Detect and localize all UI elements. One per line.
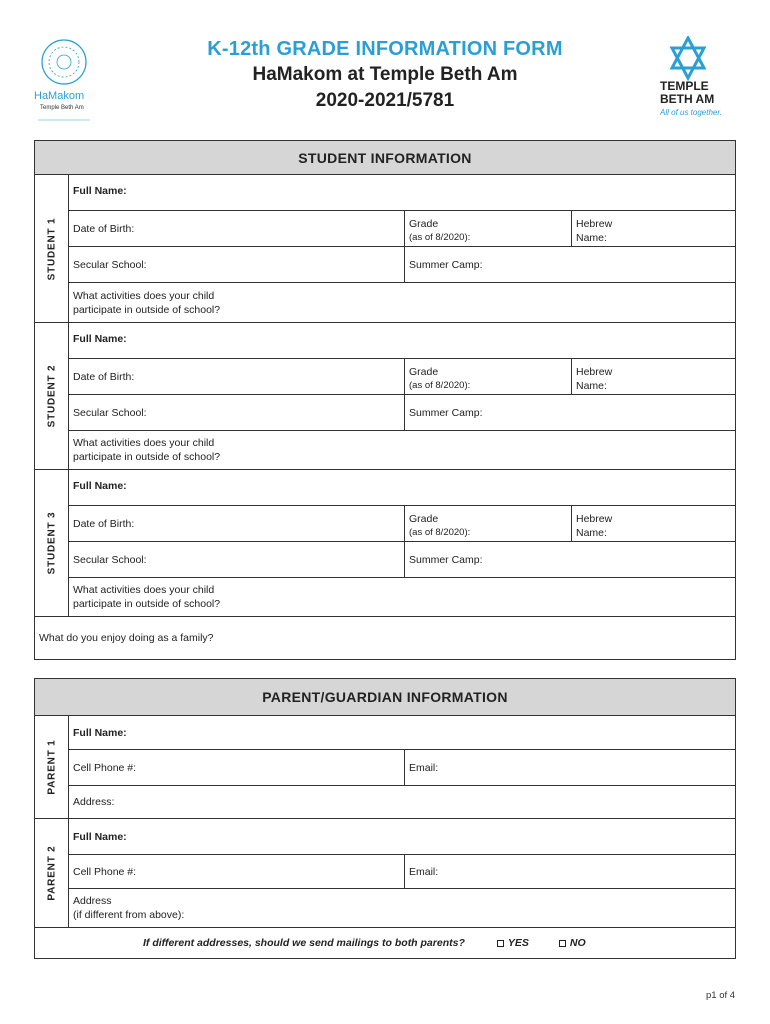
svg-text:Temple Beth Am: Temple Beth Am [40,105,84,111]
student-3-group [35,470,735,617]
form-title-block [150,36,620,114]
secular-school-field[interactable]: Secular School: [73,406,147,419]
parent-section-header: PARENT/GUARDIAN INFORMATION [35,679,735,716]
page-number: p1 of 4 [706,990,736,1001]
date-of-birth-field[interactable]: Date of Birth: [73,222,135,235]
cell-phone-field[interactable]: Cell Phone #: [73,865,137,878]
svg-text:BETH AM: BETH AM [660,92,715,106]
parent-1-side-label: PARENT 1 [35,716,69,818]
yes-checkbox[interactable] [497,940,504,947]
yes-option[interactable]: YES [497,937,529,949]
parent-full-name-field[interactable]: Full Name: [73,830,127,843]
student-3-side-label: STUDENT 3 [35,470,69,616]
grade-field[interactable]: Grade (as of 8/2020): [404,359,571,394]
parent-1-group [35,716,735,819]
hebrew-name-field[interactable]: Hebrew Name: [571,359,735,394]
parent-2-side-label: PARENT 2 [35,819,69,927]
grade-field[interactable]: Grade (as of 8/2020): [404,211,571,246]
summer-camp-field[interactable]: Summer Camp: [404,395,735,430]
date-of-birth-field[interactable]: Date of Birth: [73,370,135,383]
org-name: HaMakom at Temple Beth Am [252,64,518,85]
activities-field[interactable]: What activities does your child participate in outside of school? [73,289,221,316]
student-section-header: STUDENT INFORMATION [35,141,735,175]
full-name-field[interactable]: Full Name: [73,184,127,197]
activities-field[interactable]: What activities does your child participate in outside of school? [73,437,221,463]
parent-2-group [35,819,735,928]
summer-camp-field[interactable]: Summer Camp: [404,247,735,282]
secular-school-field[interactable]: Secular School: [73,553,147,566]
email-field[interactable]: Email: [404,855,735,888]
svg-text:All of us together.: All of us together. [660,108,722,117]
mailing-question: If different addresses, should we send mailings to both parents? [143,937,465,949]
svg-text:TEMPLE: TEMPLE [660,79,709,93]
secular-school-field[interactable]: Secular School: [73,258,147,271]
svg-text:HaMakom: HaMakom [34,90,85,102]
full-name-field[interactable]: Full Name: [73,479,127,492]
no-option[interactable]: NO [559,937,586,949]
student-2-side-label: STUDENT 2 [35,323,69,469]
summer-camp-field[interactable]: Summer Camp: [404,542,735,577]
hebrew-name-field[interactable]: Hebrew Name: [571,211,735,246]
student-2-group [35,323,735,470]
hamakom-logo [28,36,108,126]
temple-beth-am-logo [658,36,742,122]
mailing-question-row [35,928,735,958]
address-field[interactable]: Address (if different from above): [73,895,185,921]
family-enjoy-field[interactable]: What do you enjoy doing as a family? [39,632,214,644]
hebrew-name-field[interactable]: Hebrew Name: [571,506,735,541]
cell-phone-field[interactable]: Cell Phone #: [73,761,137,774]
student-1-group [35,175,735,323]
student-1-side-label: STUDENT 1 [35,175,69,322]
date-of-birth-field[interactable]: Date of Birth: [73,517,135,530]
parent-full-name-field[interactable]: Full Name: [73,726,127,739]
email-field[interactable]: Email: [404,750,735,785]
student-information-section [34,140,736,660]
form-title: K-12th GRADE INFORMATION FORM [207,38,563,60]
grade-field[interactable]: Grade (as of 8/2020): [404,506,571,541]
no-checkbox[interactable] [559,940,566,947]
parent-information-section [34,678,736,959]
school-year: 2020-2021/5781 [315,90,455,111]
address-field[interactable]: Address: [73,796,115,808]
full-name-field[interactable]: Full Name: [73,332,127,345]
activities-field[interactable]: What activities does your child participate in outside of school? [73,584,221,610]
